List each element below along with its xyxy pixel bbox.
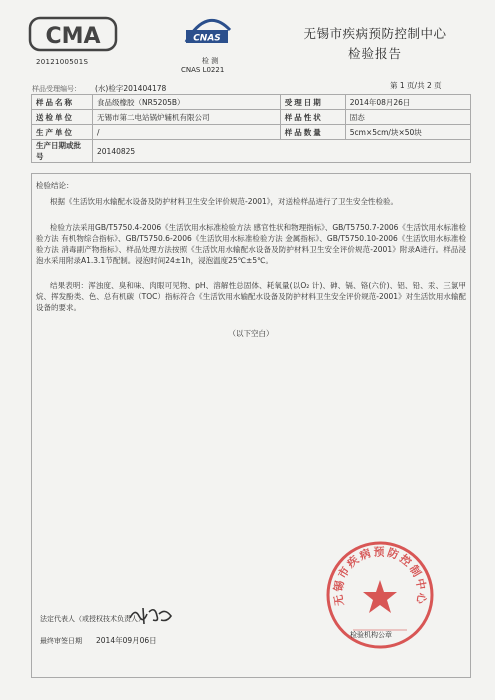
received-date-label: 受理日期	[280, 95, 345, 110]
conclusion-paragraph-results: 结果表明：浑浊度、臭和味、肉眼可见物、pH、溶解性总固体、耗氧量(以O₂ 计)、砷、镉、铬(六价)、铝、铅、汞、三氯甲烷、挥发酚类、色、总有机碳（TOC）指标符合《生活饮用水输配水设备及防护材料卫生安全评价规范-2001》对生活饮用水输配设备的要求。	[36, 281, 466, 312]
svg-text:CNAS: CNAS	[193, 33, 221, 44]
svg-text:CMA: CMA	[45, 24, 101, 49]
submitter-value: 无锡市第二电站锅炉辅机有限公司	[93, 110, 281, 125]
page-indicator: 第 1 页/共 2 页	[390, 81, 442, 90]
batch-label: 生产日期或批号	[32, 140, 93, 163]
batch-value: 20140825	[93, 140, 471, 163]
report-number-label: 样品受理编号：	[32, 85, 81, 93]
conclusion-heading: 检验结论：	[36, 181, 74, 190]
report-number: (水)检字201404178	[95, 84, 167, 93]
submitter-label: 送检单位	[32, 110, 93, 125]
report-title: 检验报告	[347, 46, 402, 61]
manufacturer-label: 生产单位	[32, 125, 93, 140]
cnas-label: 检 测	[201, 57, 219, 65]
conclusion-paragraph-basis: 根据《生活饮用水输配水设备及防护材料卫生安全评价规范-2001》，对送检样品进行了卫生安全性检验。	[50, 197, 399, 206]
cma-code: 2012100501S	[36, 58, 89, 66]
table-row	[32, 140, 471, 163]
signature	[127, 604, 175, 626]
blank-below-mark: （以下空白）	[228, 329, 274, 338]
table-row	[32, 95, 471, 110]
table-row	[32, 110, 471, 125]
svg-text:无锡市疾病预防控制中心: 无锡市疾病预防控制中心	[331, 545, 429, 607]
manufacturer-value: /	[93, 125, 281, 140]
sample-qty-label: 样品数量	[280, 125, 345, 140]
organization-title: 无锡市疾病预防控制中心	[303, 26, 447, 41]
cnas-logo	[180, 12, 234, 52]
cnas-code: CNAS L0221	[181, 66, 225, 74]
sample-name-value: 食品级橡胶（NR5205B）	[93, 95, 281, 110]
final-sign-date-label: 最终审签日期	[40, 637, 82, 645]
conclusion-paragraph-methods: 检验方法采用GB/T5750.4-2006《生活饮用水标准检验方法 感官性状和物理指标》、GB/T5750.7-2006《生活饮用水标准检验方法 有机物综合指标》、GB/T5750.6-2006《生活饮用水标准检验方法 金属指标》、GB/T5750.10-2006《生活饮用水标准检验方法 消毒副产物指标》、样品处理方法按照《生活饮用水输配水设备及防护材料卫生安全评价规范-2001》附录A进行。样品浸泡水采用附录A1.3.1节配制。浸泡时间24±1h，浸泡温度25℃±5℃。	[36, 223, 466, 265]
seal-label: 检验机构公章	[350, 631, 392, 639]
sample-state-value: 固态	[345, 110, 470, 125]
sample-qty-value: 5cm×5cm/块×50块	[345, 125, 470, 140]
cma-logo	[28, 14, 118, 54]
sample-state-label: 样品性状	[280, 110, 345, 125]
final-sign-date: 2014年09月06日	[96, 636, 157, 645]
table-row	[32, 125, 471, 140]
sample-name-label: 样品名称	[32, 95, 93, 110]
sample-info-table	[31, 94, 471, 163]
legal-representative-label: 法定代表人（或授权技术负责人）	[40, 615, 145, 623]
received-date-value: 2014年08月26日	[345, 95, 470, 110]
